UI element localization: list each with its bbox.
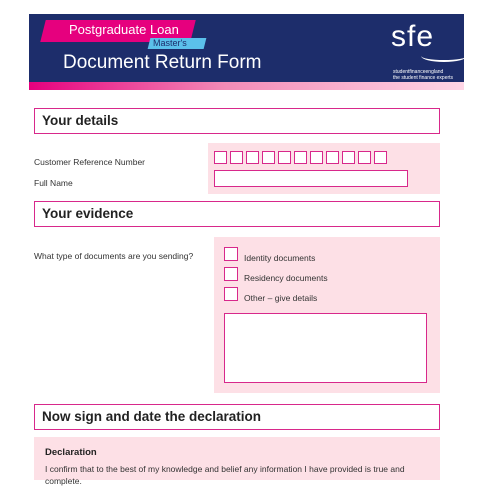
other-details-textarea[interactable]	[224, 313, 427, 383]
customer-ref-digit-box[interactable]	[310, 151, 323, 164]
residency-documents-checkbox[interactable]	[224, 267, 238, 281]
identity-documents-label: Identity documents	[244, 253, 316, 263]
customer-ref-digit-box[interactable]	[214, 151, 227, 164]
form-header	[29, 14, 464, 90]
document-type-question: What type of documents are you sending?	[34, 251, 194, 261]
customer-ref-digit-box[interactable]	[262, 151, 275, 164]
section-heading-declaration: Now sign and date the declaration	[34, 404, 440, 430]
other-documents-label: Other – give details	[244, 293, 318, 303]
section-heading-your-evidence: Your evidence	[34, 201, 440, 227]
customer-ref-digit-box[interactable]	[230, 151, 243, 164]
section-heading-your-details: Your details	[34, 108, 440, 134]
full-name-label: Full Name	[34, 178, 73, 188]
programme-label: Postgraduate Loan	[69, 22, 179, 37]
sfe-tagline-name: studentfinanceengland	[393, 69, 444, 75]
page-title: Document Return Form	[63, 52, 262, 73]
declaration-text: I confirm that to the best of my knowledge and belief any information I have provided is true and complete.	[45, 464, 405, 486]
customer-ref-digit-box[interactable]	[294, 151, 307, 164]
masters-badge: Master's	[153, 38, 187, 48]
sfe-logo: sfe	[391, 20, 435, 53]
customer-ref-digit-box[interactable]	[342, 151, 355, 164]
customer-ref-digit-box[interactable]	[246, 151, 259, 164]
customer-ref-input[interactable]	[214, 151, 387, 164]
customer-ref-label: Customer Reference Number	[34, 157, 146, 167]
customer-ref-digit-box[interactable]	[358, 151, 371, 164]
identity-documents-checkbox[interactable]	[224, 247, 238, 261]
other-documents-checkbox[interactable]	[224, 287, 238, 301]
customer-ref-digit-box[interactable]	[374, 151, 387, 164]
header-stripe	[29, 82, 464, 90]
full-name-field[interactable]	[214, 170, 408, 187]
sfe-tagline-slogan: the student finance experts	[393, 75, 454, 81]
residency-documents-label: Residency documents	[244, 273, 328, 283]
customer-ref-digit-box[interactable]	[326, 151, 339, 164]
declaration-title: Declaration	[45, 447, 97, 458]
sfe-logo-swoosh-icon	[421, 50, 467, 62]
customer-ref-digit-box[interactable]	[278, 151, 291, 164]
